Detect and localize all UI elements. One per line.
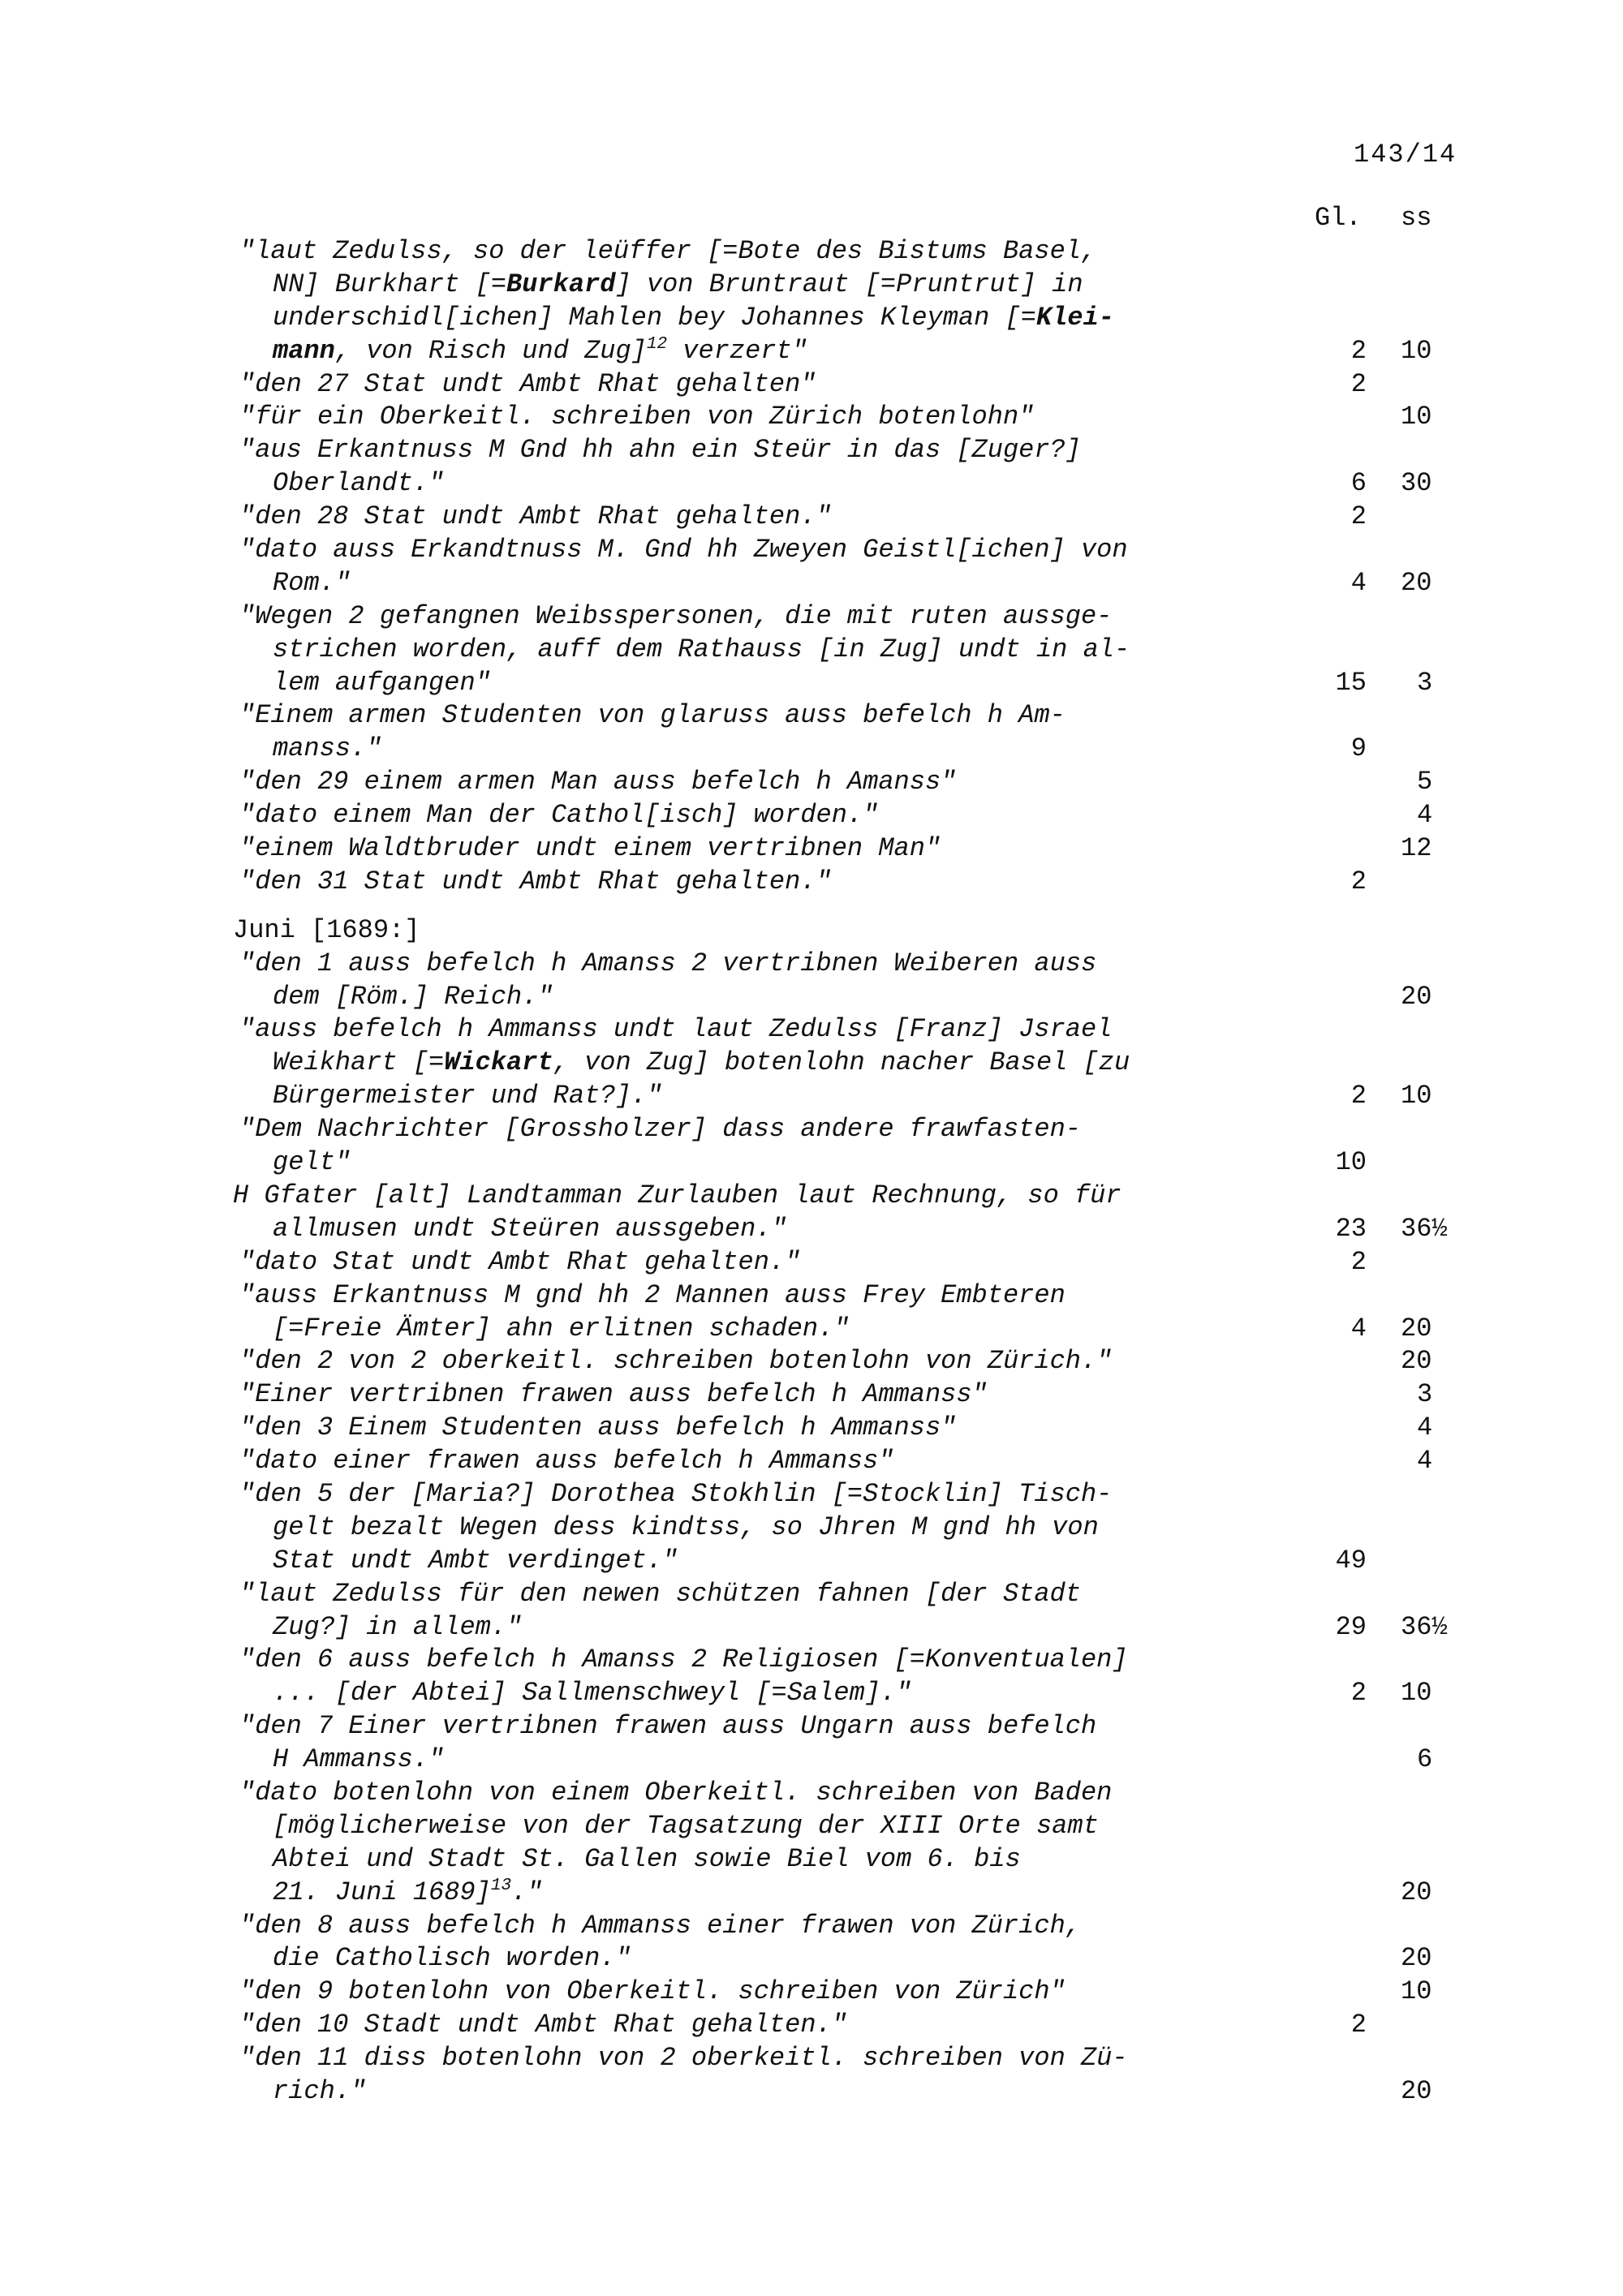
amount-gulden: 29 bbox=[1335, 1611, 1367, 1642]
entry-text bbox=[239, 1976, 1065, 2009]
entry-text bbox=[239, 434, 1081, 467]
amount-gulden: 10 bbox=[1335, 1147, 1367, 1178]
text-segment: verzert" bbox=[667, 335, 807, 366]
entry-line bbox=[0, 600, 1623, 634]
text-segment: underschidl[ichen] Mahlen bey Johannes Kleyman [= bbox=[273, 302, 1036, 333]
entry-line bbox=[0, 1877, 1623, 1910]
entry-text bbox=[239, 1710, 1096, 1743]
text-segment: gelt bezalt Wegen dess kindtss, so Jhren M gnd hh von bbox=[273, 1511, 1099, 1542]
amount-schilling: 4 bbox=[1417, 1412, 1433, 1443]
entry-text bbox=[273, 1677, 911, 1710]
entry-text bbox=[239, 1113, 1081, 1146]
ledger-entry bbox=[0, 368, 1623, 402]
entry-line bbox=[0, 1777, 1623, 1810]
text-segment: "den 7 Einer vertribnen frawen auss Ungarn auss befelch bbox=[239, 1711, 1097, 1742]
ledger-entry bbox=[0, 866, 1623, 899]
text-segment: Oberlandt." bbox=[273, 468, 445, 499]
entry-text bbox=[239, 832, 941, 866]
text-segment: H Ammanss." bbox=[273, 1744, 445, 1775]
entry-text bbox=[273, 1047, 1130, 1080]
ledger-entry bbox=[0, 1412, 1623, 1445]
text-segment: ... [der Abtei] Sallmenschweyl [=Salem]." bbox=[273, 1678, 912, 1709]
text-segment: Zug?] in allem." bbox=[273, 1611, 523, 1642]
text-segment: "dato einer frawen auss befelch h Ammanss" bbox=[239, 1446, 894, 1477]
ledger-entry bbox=[0, 1345, 1623, 1378]
text-segment: "dato Stat undt Ambt Rhat gehalten." bbox=[239, 1246, 801, 1277]
entry-text bbox=[273, 1313, 850, 1346]
footnote-ref: 12 bbox=[646, 334, 668, 354]
amount-gulden: 2 bbox=[1350, 501, 1367, 532]
entry-line bbox=[0, 866, 1623, 899]
entry-line bbox=[0, 1246, 1623, 1279]
ledger-entry bbox=[0, 600, 1623, 700]
text-segment: "den 2 von 2 oberkeitl. schreiben botenlohn von Zürich." bbox=[239, 1346, 1113, 1377]
ledger-entry bbox=[0, 1279, 1623, 1346]
entry-text bbox=[273, 1877, 542, 1910]
entry-text bbox=[239, 1445, 894, 1478]
entry-line bbox=[0, 832, 1623, 866]
entry-text bbox=[273, 1146, 351, 1180]
text-segment: "laut Zedulss, so der leüffer [=Bote des Bistums Basel, bbox=[239, 236, 1097, 266]
text-segment: "den 28 Stat undt Ambt Rhat gehalten." bbox=[239, 501, 832, 532]
entry-line bbox=[0, 1644, 1623, 1677]
entry-text bbox=[273, 1611, 522, 1645]
entry-text bbox=[239, 1777, 1112, 1810]
text-segment: Stat undt Ambt verdinget." bbox=[273, 1545, 678, 1576]
ledger-entry bbox=[0, 766, 1623, 799]
entry-line bbox=[0, 1146, 1623, 1180]
entry-line bbox=[0, 1611, 1623, 1645]
text-segment: "den 1 auss befelch h Amanss 2 vertribnen Weiberen auss bbox=[239, 948, 1097, 978]
ledger-entry bbox=[0, 1180, 1623, 1246]
amount-schilling: 6 bbox=[1417, 1744, 1433, 1775]
amount-schilling: 10 bbox=[1401, 1678, 1432, 1709]
entry-text bbox=[239, 2042, 1128, 2075]
ledger-entry bbox=[0, 832, 1623, 866]
text-segment: "auss befelch h Ammanss undt laut Zedulss [Franz] Jsrael bbox=[239, 1014, 1113, 1045]
amount-gulden: 2 bbox=[1350, 1678, 1367, 1709]
ledger-entry bbox=[0, 1445, 1623, 1478]
text-segment: manss." bbox=[273, 733, 382, 764]
entry-text bbox=[239, 1345, 1112, 1378]
amount-schilling: 12 bbox=[1401, 833, 1432, 864]
ledger-entry bbox=[0, 1013, 1623, 1113]
entry-line bbox=[0, 235, 1623, 269]
ledger-entry bbox=[0, 235, 1623, 368]
entry-text bbox=[273, 2075, 366, 2109]
entry-text bbox=[239, 534, 1128, 567]
amount-gulden: 4 bbox=[1350, 1313, 1367, 1344]
entry-line bbox=[0, 1412, 1623, 1445]
bold-name: Klei- bbox=[1035, 302, 1114, 333]
entry-line bbox=[0, 467, 1623, 501]
entry-line bbox=[0, 1013, 1623, 1047]
text-segment: "den 8 auss befelch h Ammanss einer frawen von Zürich, bbox=[239, 1910, 1081, 1941]
entry-line bbox=[0, 981, 1623, 1014]
amount-schilling: 20 bbox=[1401, 981, 1432, 1012]
amount-gulden: 2 bbox=[1350, 1246, 1367, 1277]
amount-gulden: 2 bbox=[1350, 1081, 1367, 1111]
entry-text bbox=[273, 981, 553, 1014]
entry-line bbox=[0, 1313, 1623, 1346]
month-heading bbox=[0, 914, 1623, 948]
entry-line bbox=[0, 434, 1623, 467]
amount-schilling: 20 bbox=[1401, 2075, 1432, 2106]
entry-text bbox=[273, 269, 1083, 302]
bold-name: mann bbox=[273, 335, 335, 366]
entry-line bbox=[0, 667, 1623, 700]
entry-line bbox=[0, 1445, 1623, 1478]
text-segment: "dato botenlohn von einem Oberkeitl. schreiben von Baden bbox=[239, 1777, 1113, 1808]
entry-line bbox=[0, 335, 1623, 368]
amount-schilling: 10 bbox=[1401, 1976, 1432, 2007]
text-segment: , von Zug] botenlohn nacher Basel [zu bbox=[553, 1047, 1130, 1078]
text-segment: 21. Juni 1689] bbox=[273, 1877, 491, 1907]
entry-line bbox=[0, 501, 1623, 534]
amount-gulden: 9 bbox=[1350, 733, 1367, 764]
entry-line bbox=[0, 1113, 1623, 1146]
text-segment: "Einer vertribnen frawen auss befelch h Ammanss" bbox=[239, 1379, 988, 1410]
text-segment: NN] Burkhart [= bbox=[273, 269, 507, 299]
entry-text bbox=[239, 1013, 1112, 1047]
entry-text bbox=[239, 600, 1112, 634]
text-segment: "für ein Oberkeitl. schreiben von Zürich botenlohn" bbox=[239, 402, 1035, 432]
entry-text bbox=[273, 1942, 631, 1976]
entry-text bbox=[273, 335, 807, 368]
text-segment: "dato einem Man der Cathol[isch] worden." bbox=[239, 800, 879, 831]
entry-text bbox=[239, 1644, 1128, 1677]
entry-line bbox=[0, 401, 1623, 434]
text-segment: Rom." bbox=[273, 567, 351, 598]
entry-text bbox=[273, 667, 491, 700]
ledger-entry bbox=[0, 2042, 1623, 2109]
entry-text bbox=[273, 1810, 1099, 1843]
ledger-entry bbox=[0, 1378, 1623, 1412]
amount-schilling: 10 bbox=[1401, 335, 1432, 366]
entry-line bbox=[0, 1743, 1623, 1777]
ledger-entry bbox=[0, 1710, 1623, 1777]
amount-schilling: 30 bbox=[1401, 468, 1432, 499]
text-segment: allmusen undt Steüren aussgeben." bbox=[273, 1213, 787, 1244]
entry-line bbox=[0, 766, 1623, 799]
entry-text bbox=[273, 1080, 662, 1113]
bold-name: Wickart bbox=[444, 1047, 553, 1078]
entry-text bbox=[273, 467, 444, 501]
ledger-entry bbox=[0, 1478, 1623, 1578]
entry-text bbox=[233, 914, 420, 948]
amount-gulden: 15 bbox=[1335, 667, 1367, 698]
entry-text bbox=[273, 302, 1114, 335]
amount-schilling: 4 bbox=[1417, 1446, 1433, 1477]
entry-text bbox=[273, 1545, 678, 1578]
entry-line bbox=[0, 534, 1623, 567]
ledger-entry bbox=[0, 1910, 1623, 1976]
ledger-entry bbox=[0, 799, 1623, 832]
text-segment: "Einem armen Studenten von glaruss auss befelch h Am- bbox=[239, 700, 1065, 731]
entry-text bbox=[239, 401, 1034, 434]
text-segment: "Dem Nachrichter [Grossholzer] dass andere frawfasten- bbox=[239, 1114, 1081, 1145]
entry-text bbox=[239, 501, 832, 534]
amount-schilling: 4 bbox=[1417, 800, 1433, 831]
text-segment: strichen worden, auff dem Rathauss [in Zug] undt in al- bbox=[273, 634, 1130, 664]
entry-line bbox=[0, 567, 1623, 600]
amount-schilling: 20 bbox=[1401, 567, 1432, 598]
entry-text bbox=[239, 766, 956, 799]
text-segment: "den 5 der [Maria?] Dorothea Stokhlin [=Stocklin] Tisch- bbox=[239, 1478, 1113, 1509]
amount-gulden: 2 bbox=[1350, 866, 1367, 896]
entry-text bbox=[239, 1578, 1081, 1611]
text-segment: "den 6 auss befelch h Amanss 2 Religiosen [=Konventualen] bbox=[239, 1645, 1128, 1675]
text-segment: "den 11 diss botenlohn von 2 oberkeitl. schreiben von Zü- bbox=[239, 2043, 1128, 2074]
entry-text bbox=[239, 1910, 1081, 1943]
ledger-entry bbox=[0, 699, 1623, 766]
amount-schilling: 10 bbox=[1401, 1081, 1432, 1111]
entry-line bbox=[0, 1378, 1623, 1412]
entry-text bbox=[239, 368, 816, 402]
entry-line bbox=[0, 1080, 1623, 1113]
ledger-entry bbox=[0, 2009, 1623, 2042]
amount-schilling: 20 bbox=[1401, 1877, 1432, 1907]
text-segment: dem [Röm.] Reich." bbox=[273, 981, 553, 1012]
bold-name: Burkard bbox=[506, 269, 616, 299]
text-segment: "Wegen 2 gefangnen Weibsspersonen, die mit ruten aussge- bbox=[239, 600, 1113, 631]
text-segment: "auss Erkantnuss M gnd hh 2 Mannen auss Frey Embteren bbox=[239, 1279, 1065, 1310]
amount-schilling: 20 bbox=[1401, 1313, 1432, 1344]
entry-line bbox=[0, 1810, 1623, 1843]
entry-line bbox=[0, 2075, 1623, 2109]
entry-line bbox=[0, 1213, 1623, 1246]
ledger-entry bbox=[0, 534, 1623, 600]
entry-text bbox=[239, 799, 878, 832]
entry-text bbox=[273, 733, 381, 766]
text-segment: "dato auss Erkandtnuss M. Gnd hh Zweyen Geistl[ichen] von bbox=[239, 535, 1128, 565]
text-segment: "den 27 Stat undt Ambt Rhat gehalten" bbox=[239, 368, 816, 399]
text-segment: "laut Zedulss für den newen schützen fahnen [der Stadt bbox=[239, 1578, 1081, 1609]
amount-gulden: 2 bbox=[1350, 2010, 1367, 2040]
entry-line bbox=[0, 368, 1623, 402]
column-header-gl: Gl. bbox=[1315, 203, 1362, 233]
entry-text bbox=[239, 866, 832, 899]
entry-line bbox=[0, 1047, 1623, 1080]
ledger-entry bbox=[0, 401, 1623, 434]
text-segment: "den 29 einem armen Man auss befelch h Amanss" bbox=[239, 767, 957, 798]
amount-gulden: 49 bbox=[1335, 1545, 1367, 1576]
entry-text bbox=[273, 1213, 787, 1246]
text-segment: lem aufgangen" bbox=[273, 667, 491, 698]
amount-schilling: 20 bbox=[1401, 1943, 1432, 1974]
entry-line bbox=[0, 1677, 1623, 1710]
amount-gulden: 2 bbox=[1350, 335, 1367, 366]
entry-line bbox=[0, 1511, 1623, 1545]
text-segment: gelt" bbox=[273, 1147, 351, 1178]
text-segment: "den 10 Stadt undt Ambt Rhat gehalten." bbox=[239, 2010, 847, 2040]
entry-text bbox=[239, 1246, 800, 1279]
text-segment: Abtei und Stadt St. Gallen sowie Biel vom 6. bis bbox=[273, 1843, 1021, 1874]
ledger-entry bbox=[0, 1113, 1623, 1180]
entry-line bbox=[0, 699, 1623, 733]
ledger-entry bbox=[0, 948, 1623, 1014]
text-segment: "einem Waldtbruder undt einem vertribnen Man" bbox=[239, 833, 941, 864]
page-number: 143/14 bbox=[1354, 140, 1457, 170]
entry-text bbox=[239, 1378, 988, 1412]
amount-schilling: 5 bbox=[1417, 767, 1433, 798]
entry-line bbox=[0, 1578, 1623, 1611]
entry-line bbox=[0, 1180, 1623, 1213]
amount-schilling: 36½ bbox=[1401, 1213, 1448, 1244]
entry-line bbox=[0, 634, 1623, 667]
entry-text bbox=[239, 948, 1096, 981]
text-segment: [=Freie Ämter] ahn erlitnen schaden." bbox=[273, 1313, 850, 1344]
text-segment: "aus Erkantnuss M Gnd hh ahn ein Steür in das [Zuger?] bbox=[239, 435, 1081, 466]
entry-text bbox=[273, 567, 351, 600]
entry-line bbox=[0, 948, 1623, 981]
amount-schilling: 36½ bbox=[1401, 1611, 1448, 1642]
text-segment: "den 9 botenlohn von Oberkeitl. schreiben von Zürich" bbox=[239, 1976, 1065, 2007]
entry-text bbox=[239, 2009, 847, 2042]
entry-text bbox=[273, 1511, 1099, 1545]
text-segment: ] von Bruntraut [=Pruntrut] in bbox=[615, 269, 1083, 299]
amount-schilling: 10 bbox=[1401, 402, 1432, 432]
entry-line bbox=[0, 914, 1623, 948]
text-segment: H Gfater [alt] Landtamman Zurlauben laut Rechnung, so für bbox=[233, 1180, 1121, 1210]
ledger-entry bbox=[0, 1644, 1623, 1710]
amount-schilling: 3 bbox=[1417, 1379, 1433, 1410]
text-segment: ." bbox=[511, 1877, 543, 1907]
text-segment: [möglicherweise von der Tagsatzung der XIII Orte samt bbox=[273, 1810, 1099, 1841]
text-segment: Juni [1689:] bbox=[233, 914, 420, 945]
text-segment: "den 31 Stat undt Ambt Rhat gehalten." bbox=[239, 866, 832, 896]
entry-line bbox=[0, 1345, 1623, 1378]
amount-gulden: 2 bbox=[1350, 368, 1367, 399]
entry-line bbox=[0, 1478, 1623, 1511]
amount-gulden: 6 bbox=[1350, 468, 1367, 499]
entry-line bbox=[0, 799, 1623, 832]
entry-text bbox=[239, 699, 1065, 733]
entry-line bbox=[0, 302, 1623, 335]
text-segment: "den 3 Einem Studenten auss befelch h Ammanss" bbox=[239, 1412, 957, 1443]
amount-schilling: 3 bbox=[1417, 667, 1433, 698]
entry-line bbox=[0, 1976, 1623, 2009]
entry-text bbox=[273, 1743, 444, 1777]
entry-line bbox=[0, 1710, 1623, 1743]
ledger-entry bbox=[0, 1976, 1623, 2009]
ledger-entry bbox=[0, 434, 1623, 501]
entry-text bbox=[233, 1180, 1121, 1213]
entry-text bbox=[239, 235, 1096, 269]
entry-line bbox=[0, 2042, 1623, 2075]
entry-line bbox=[0, 733, 1623, 766]
entry-text bbox=[239, 1279, 1065, 1313]
text-segment: Bürgermeister und Rat?]." bbox=[273, 1081, 663, 1111]
entry-line bbox=[0, 1545, 1623, 1578]
text-segment: Weikhart [= bbox=[273, 1047, 445, 1078]
text-segment: , von Risch und Zug] bbox=[334, 335, 647, 366]
ledger-entry bbox=[0, 1246, 1623, 1279]
footnote-ref: 13 bbox=[490, 1876, 512, 1895]
column-header-ss: ss bbox=[1401, 203, 1432, 233]
entry-line bbox=[0, 1843, 1623, 1877]
ledger-entries bbox=[0, 235, 1623, 2109]
entry-text bbox=[273, 1843, 1021, 1877]
ledger-entry bbox=[0, 501, 1623, 534]
entry-line bbox=[0, 2009, 1623, 2042]
ledger-entry bbox=[0, 1578, 1623, 1645]
entry-line bbox=[0, 1910, 1623, 1943]
entry-line bbox=[0, 1279, 1623, 1313]
amount-gulden: 4 bbox=[1350, 567, 1367, 598]
entry-text bbox=[239, 1412, 956, 1445]
ledger-entry bbox=[0, 1777, 1623, 1910]
text-segment: rich." bbox=[273, 2075, 367, 2106]
entry-text bbox=[239, 1478, 1112, 1511]
entry-text bbox=[273, 634, 1130, 667]
entry-line bbox=[0, 1942, 1623, 1976]
text-segment: die Catholisch worden." bbox=[273, 1943, 631, 1974]
entry-line bbox=[0, 269, 1623, 302]
amount-gulden: 23 bbox=[1335, 1213, 1367, 1244]
amount-schilling: 20 bbox=[1401, 1346, 1432, 1377]
